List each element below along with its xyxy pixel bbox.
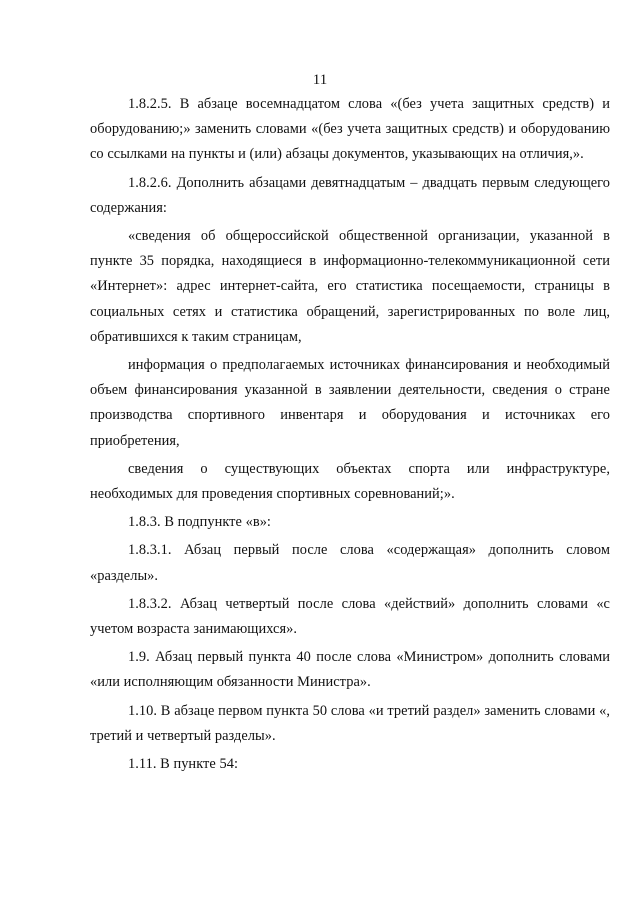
paragraph-quote-organization-info: «сведения об общероссийской общественной организации, указанной в пункте 35 порядка, находящиеся в информационно-телекоммуникационной сети «Интернет»: адрес интернет-сайта, его статистика посещаемости, страницы в социальных сетях и статистика обращений, зарегистрированных по воле лиц, обратившихся к таким страницам, bbox=[90, 228, 610, 345]
document-body bbox=[90, 92, 610, 780]
paragraph-financing-info: информация о предполагаемых источниках финансирования и необходимый объем финансирования указанной в заявлении деятельности, сведения о стране производства спортивного инвентаря и оборудования и источниках его приобретения, bbox=[90, 357, 610, 449]
paragraph-1-9: 1.9. Абзац первый пункта 40 после слова «Министром» дополнить словами «или исполняющим обязанности Министра». bbox=[90, 649, 610, 691]
paragraph-1-8-3-1: 1.8.3.1. Абзац первый после слова «содержащая» дополнить словом «разделы». bbox=[90, 542, 610, 584]
paragraph-1-8-3-2: 1.8.3.2. Абзац четвертый после слова «действий» дополнить словами «с учетом возраста занимающихся». bbox=[90, 595, 610, 638]
paragraph-1-11: 1.11. В пункте 54: bbox=[128, 756, 239, 773]
paragraph-1-10: 1.10. В абзаце первом пункта 50 слова «и третий раздел» заменить словами «, третий и четвертый разделы». bbox=[90, 702, 610, 744]
paragraph-1-8-2-5: 1.8.2.5. В абзаце восемнадцатом слова «(без учета защитных средств) и оборудованию;» заменить словами «(без учета защитных средств) и оборудованию со ссылками на пункты и (или) абзацы документов, указывающих на отличия,». bbox=[90, 96, 610, 163]
paragraph-1-8-2-6: 1.8.2.6. Дополнить абзацами девятнадцатым – двадцать первым следующего содержания: bbox=[90, 174, 610, 216]
page-number: 11 bbox=[312, 72, 328, 88]
paragraph-1-8-3: 1.8.3. В подпункте «в»: bbox=[128, 514, 271, 531]
paragraph-sports-facilities-info: сведения о существующих объектах спорта или инфраструктуре, необходимых для проведения спортивных соревнований;». bbox=[90, 460, 610, 503]
